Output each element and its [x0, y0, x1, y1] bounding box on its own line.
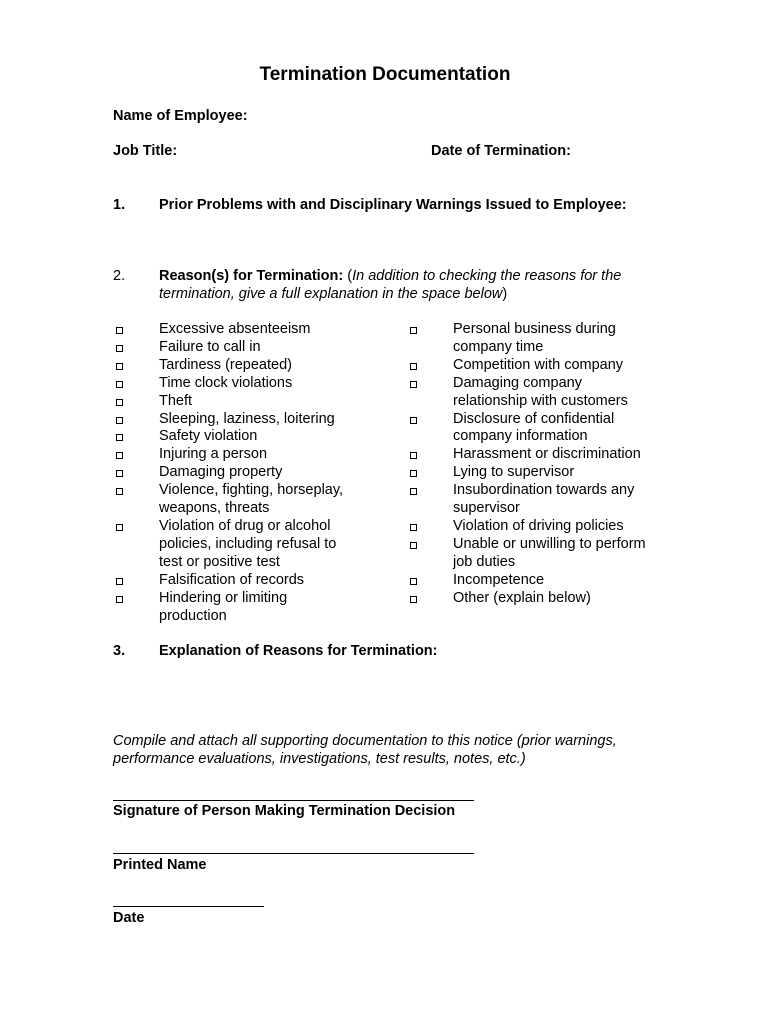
reason-label: supervisor: [453, 500, 520, 517]
checkbox-icon[interactable]: [410, 327, 417, 334]
checkbox-icon[interactable]: [116, 345, 123, 352]
reason-label: weapons, threats: [159, 500, 270, 517]
checkbox-icon[interactable]: [116, 596, 123, 603]
reason-label: Violation of drug or alcohol: [159, 517, 331, 534]
reason-label: Injuring a person: [159, 446, 268, 463]
checkbox-icon[interactable]: [116, 399, 123, 406]
left-reason-item[interactable]: [159, 321, 409, 339]
left-reason-item[interactable]: [159, 339, 409, 357]
reason-label: company time: [453, 338, 544, 355]
right-reason-item[interactable]: [453, 375, 693, 411]
reason-label: Competition with company: [453, 356, 624, 373]
reason-label: Theft: [159, 392, 193, 409]
job-title-label: Job Title:: [113, 143, 178, 159]
date-of-termination-label: Date of Termination:: [431, 143, 571, 159]
right-reason-item[interactable]: [453, 536, 693, 572]
reason-label: Hindering or limiting: [159, 589, 288, 606]
section2-note-line1: In addition to checking the reasons for the: [352, 268, 622, 284]
checkbox-icon[interactable]: [116, 488, 123, 495]
checkbox-icon[interactable]: [116, 452, 123, 459]
left-reason-item[interactable]: [159, 393, 409, 411]
right-reason-item[interactable]: [453, 411, 693, 447]
printed-name-line: [113, 853, 474, 854]
checkbox-icon[interactable]: [410, 470, 417, 477]
reason-label: Violence, fighting, horseplay,: [159, 482, 344, 499]
section2-heading: Reason(s) for Termination:: [159, 268, 344, 284]
reason-label: Damaging company: [453, 374, 582, 391]
reason-label: Insubordination towards any: [453, 482, 635, 499]
reason-label: Safety violation: [159, 428, 258, 445]
section2-heading-block: [159, 267, 621, 303]
reason-label: Falsification of records: [159, 571, 305, 588]
reason-label: Violation of driving policies: [453, 517, 624, 534]
left-reason-item[interactable]: [159, 446, 409, 464]
reason-label: Damaging property: [159, 464, 283, 481]
section2-open-paren: (: [347, 268, 353, 284]
page-title: Termination Documentation: [259, 64, 511, 85]
signature-label: Signature of Person Making Termination Decision: [113, 803, 456, 819]
left-reason-item[interactable]: [159, 572, 409, 590]
reason-label: policies, including refusal to: [159, 535, 337, 552]
left-reason-item[interactable]: [159, 428, 409, 446]
checkbox-icon[interactable]: [116, 434, 123, 441]
left-reason-item[interactable]: [159, 590, 409, 626]
reason-label: test or positive test: [159, 553, 280, 570]
right-reason-item[interactable]: [453, 572, 693, 590]
left-reason-item[interactable]: [159, 357, 409, 375]
checkbox-icon[interactable]: [116, 381, 123, 388]
date-line: [113, 906, 264, 907]
section1-heading: Prior Problems with and Disciplinary Warnings Issued to Employee:: [159, 197, 627, 213]
reason-label: Disclosure of confidential: [453, 410, 615, 427]
checkbox-icon[interactable]: [410, 578, 417, 585]
section2-note-line2: termination, give a full explanation in the space below: [159, 286, 503, 302]
reason-label: Failure to call in: [159, 338, 261, 355]
reason-label: Sleeping, laziness, loitering: [159, 410, 335, 427]
checkbox-icon[interactable]: [116, 417, 123, 424]
reason-label: Personal business during: [453, 321, 616, 337]
reason-label: Other (explain below): [453, 589, 591, 606]
documentation-note: [113, 732, 617, 768]
left-reason-item[interactable]: [159, 411, 409, 429]
right-reason-item[interactable]: [453, 590, 693, 608]
reason-label: company information: [453, 428, 588, 445]
date-label: Date: [113, 910, 145, 926]
left-reason-item[interactable]: [159, 464, 409, 482]
right-reason-item[interactable]: [453, 321, 693, 357]
reason-label: Harassment or discrimination: [453, 446, 641, 463]
left-reason-item[interactable]: [159, 518, 409, 572]
right-reason-item[interactable]: [453, 518, 693, 536]
right-reason-item[interactable]: [453, 482, 693, 518]
right-reason-item[interactable]: [453, 446, 693, 464]
right-reason-item[interactable]: [453, 357, 693, 375]
checkbox-icon[interactable]: [410, 596, 417, 603]
section2-close-paren: ): [502, 286, 508, 302]
reason-label: production: [159, 607, 227, 624]
checkbox-icon[interactable]: [410, 381, 417, 388]
right-reason-item[interactable]: [453, 464, 693, 482]
checkbox-icon[interactable]: [116, 578, 123, 585]
signature-line: [113, 800, 474, 801]
reason-label: Time clock violations: [159, 374, 293, 391]
reason-label: job duties: [453, 553, 516, 570]
checkbox-icon[interactable]: [410, 452, 417, 459]
section1-number: 1.: [113, 197, 126, 213]
checkbox-icon[interactable]: [410, 524, 417, 531]
checkbox-icon[interactable]: [410, 363, 417, 370]
checkbox-icon[interactable]: [116, 524, 123, 531]
section3-number: 3.: [113, 643, 126, 659]
checkbox-icon[interactable]: [410, 488, 417, 495]
checkbox-icon[interactable]: [410, 417, 417, 424]
checkbox-icon[interactable]: [116, 470, 123, 477]
checkbox-icon[interactable]: [116, 363, 123, 370]
reasons-right-list: [453, 321, 693, 608]
reason-label: Incompetence: [453, 571, 545, 588]
employee-name-label: Name of Employee:: [113, 108, 248, 124]
reason-label: relationship with customers: [453, 392, 628, 409]
left-reason-item[interactable]: [159, 375, 409, 393]
reason-label: Lying to supervisor: [453, 464, 575, 481]
documentation-note-line1: Compile and attach all supporting documentation to this notice (prior warnings,: [113, 733, 617, 749]
section3-heading: Explanation of Reasons for Termination:: [159, 643, 438, 659]
checkbox-icon[interactable]: [410, 542, 417, 549]
left-reason-item[interactable]: [159, 482, 409, 518]
documentation-note-line2: performance evaluations, investigations, test results, notes, etc.): [113, 751, 526, 767]
reason-label: Excessive absenteeism: [159, 321, 311, 337]
printed-name-label: Printed Name: [113, 857, 207, 873]
reason-label: Tardiness (repeated): [159, 356, 292, 373]
section2-number: 2.: [113, 268, 126, 284]
reasons-left-list: [159, 321, 409, 625]
checkbox-icon[interactable]: [116, 327, 123, 334]
reason-label: Unable or unwilling to perform: [453, 535, 646, 552]
